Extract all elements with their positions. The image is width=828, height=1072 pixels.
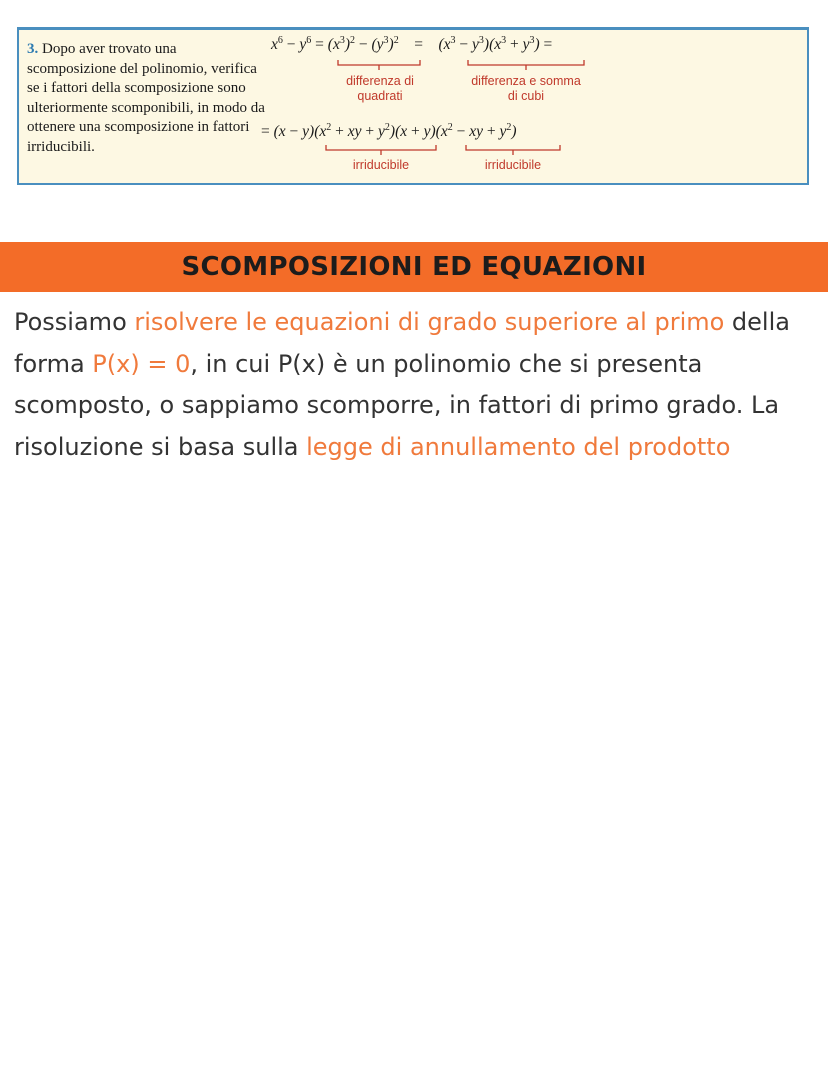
- section-title: SCOMPOSIZIONI ED EQUAZIONI: [181, 252, 647, 282]
- brace-irriducibile-2: [465, 144, 561, 156]
- highlight-legge-annullamento: legge di annullamento del prodotto: [306, 432, 731, 461]
- highlight-risolvere: risolvere le equazioni di grado superiore al primo: [134, 308, 725, 336]
- exercise-statement: Dopo aver trovato una scomposizione del polinomio, verifica se i fattori della scomposizione sono ulteriormente scomponibili, in modo da ottenere una scomposizione in fattori irriducibili.: [27, 41, 265, 155]
- paragraph-text-2: della forma: [14, 308, 790, 378]
- section-header: [0, 242, 828, 292]
- intro-paragraph: [14, 302, 824, 468]
- exercise-number: 3.: [27, 41, 39, 57]
- exercise-text: [27, 40, 267, 157]
- brace-diff-quadrati: [337, 59, 421, 71]
- annotation-diff-quadrati: differenza di quadrati: [346, 74, 414, 103]
- paragraph-text-3: , in cui P(x) è un polinomio che si presenta scomposto, o sappiamo scomporre, in fattori di primo grado. La risoluzione si basa sulla: [14, 349, 780, 461]
- brace-diff-somma-cubi: [467, 59, 585, 71]
- exercise-box: [17, 27, 809, 185]
- annotation-irriducibile-2: irriducibile: [484, 158, 542, 172]
- annotation-irriducibile-1: irriducibile: [352, 158, 410, 172]
- paragraph-text-1: Possiamo: [14, 308, 135, 336]
- highlight-px-zero: P(x) = 0: [92, 349, 191, 378]
- annotation-diff-somma-cubi: differenza e somma di cubi: [471, 74, 581, 103]
- math-line-1: $x^6 - y^6 = (x^3)^2 - (y^3)^2$ = $(x^3 - y^3)(x^3 + y^3)$ =: [271, 34, 553, 53]
- brace-irriducibile-1: [325, 144, 437, 156]
- math-line-2: = $(x - y)(x^2$ + xy + $y^2)(x + y)(x^2$ − xy + $y^2$): [261, 121, 517, 140]
